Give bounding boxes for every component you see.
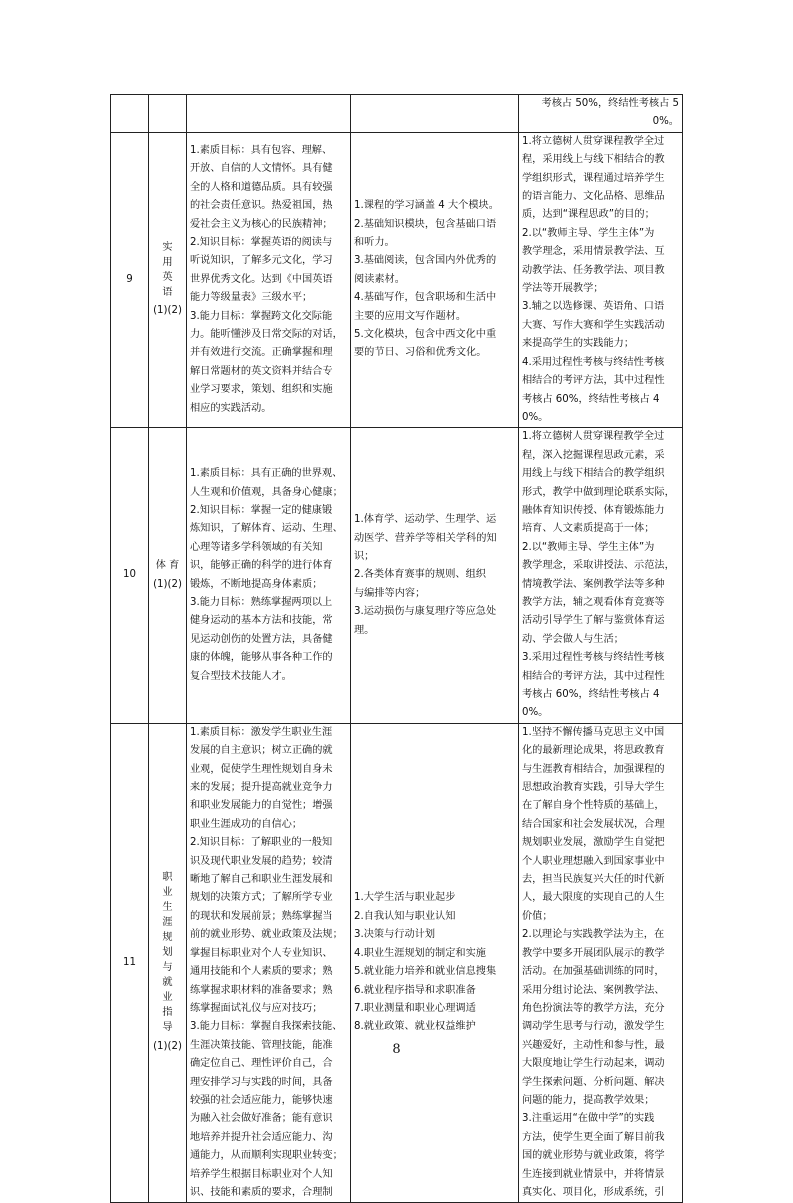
- text-line: 1.坚持不懈传播马克思主义中国: [522, 726, 665, 738]
- text-line: 爱社会主义为核心的民族精神；: [190, 218, 333, 230]
- text-line: 为融入社会做好准备；能有意识: [190, 1113, 333, 1125]
- text-line: 识；: [354, 550, 375, 562]
- text-line: 学组织形式，课程通过培养学生: [522, 172, 665, 184]
- text-line: 思想政治教育实践，引导大学生: [522, 782, 665, 794]
- text-line: 生连接到就业情景中，并将情景: [522, 1168, 665, 1180]
- text-line: 人，最大限度的实现自己的人生: [522, 892, 665, 904]
- text-line: 真实化、项目化，形成系统，引: [522, 1186, 665, 1198]
- course-code: (1)(2): [153, 578, 182, 590]
- cell-method: 考核占 50%，终结性考核占 50%。: [519, 95, 683, 133]
- text-line: 3.基础阅读，包含国内外优秀的: [354, 255, 497, 267]
- text-line: 结合国家和社会发展状况，合理: [522, 818, 665, 830]
- course-number: 9: [111, 132, 149, 428]
- text-line: 理安排学习与实践的时间，具备: [190, 1076, 333, 1088]
- course-number: 10: [111, 428, 149, 724]
- text-line: 识，能够正确的科学的进行体育: [190, 560, 333, 572]
- text-line: 人生观和价值观，具备身心健康；: [190, 486, 343, 498]
- text-line: 并有效进行交流。正确掌握和理: [190, 347, 333, 359]
- text-line: 健身运动的基本方法和技能，常: [190, 615, 333, 627]
- course-name-cell: [149, 723, 187, 1203]
- course-code: (1)(2): [153, 1040, 182, 1052]
- text-line: 规划的决策方式；了解所学专业: [190, 892, 333, 904]
- text-line: 教学理念，采取讲授法、示范法，: [522, 560, 675, 572]
- text-line: 教学理念，采用情景教学法、互: [522, 246, 665, 258]
- course-name: 实 用 英 语: [162, 241, 173, 298]
- text-line: 见运动创伤的处置方法，具备健: [190, 633, 333, 645]
- text-line: 全的人格和道德品质。具有较强: [190, 181, 333, 193]
- page-number: 8: [392, 1042, 401, 1057]
- text-line: 动教学法、任务教学法、项目教: [522, 264, 665, 276]
- text-line: 2.知识目标：了解职业的一般知: [190, 837, 333, 849]
- text-line: 考核占 60%，终结性考核占 40%。: [522, 689, 660, 719]
- text-line: 与生涯教育相结合，加强课程的: [522, 763, 665, 775]
- text-line: 3.注重运用“在做中学”的实践: [522, 1113, 655, 1125]
- course-contents: [351, 723, 519, 1203]
- course-name-cell: [149, 428, 187, 724]
- cell-goal: [187, 95, 351, 133]
- cell-content: [351, 95, 519, 133]
- text-line: 较强的社会适应能力，能够快速: [190, 1094, 333, 1106]
- text-line: 2.基础知识模块，包含基础口语: [354, 218, 497, 230]
- text-line: 教学方法，辅之观看体育竞赛等: [522, 596, 665, 608]
- text-line: 的社会责任意识。热爱祖国，热: [190, 200, 333, 212]
- text-line: 活动。在加强基础训练的同时，: [522, 966, 665, 978]
- text-line: 发展的自主意识；树立正确的就: [190, 745, 333, 757]
- text-line: 业学习要求，策划、组织和实施: [190, 384, 333, 396]
- text-line: 化的最新理论成果，将思政教育: [522, 745, 665, 757]
- cell-name: [149, 95, 187, 133]
- text-line: 相结合的考评方法，其中过程性: [522, 375, 665, 387]
- text-line: 理。: [354, 624, 375, 636]
- cell-no: [111, 95, 149, 133]
- text-line: 兴趣爱好，主动性和参与性，最: [522, 1039, 665, 1051]
- course-methods: [519, 132, 683, 428]
- text-line: 3.决策与行动计划: [354, 929, 436, 941]
- text-line: 炼知识，了解体育、运动、生理、: [190, 523, 343, 535]
- text-line: 1.素质目标：具有包容、理解、: [190, 145, 333, 157]
- course-name: 职 业 生 涯 规 划 与 就 业 指 导: [162, 872, 173, 1034]
- text-line: 康的体魄，能够从事各种工作的: [190, 652, 333, 664]
- text-line: 1.将立德树人贯穿课程教学全过: [522, 431, 665, 443]
- text-line: 学生探索问题、分析问题、解决: [522, 1076, 665, 1088]
- text-line: 3.采用过程性考核与终结性考核: [522, 652, 665, 664]
- text-line: 来的发展；提升提高就业竞争力: [190, 782, 333, 794]
- text-line: 确定位自己、理性评价自己，合: [190, 1058, 333, 1070]
- text-line: 程，采用线上与线下相结合的教: [522, 154, 665, 166]
- text-line: 培育、人文素质提高于一体；: [522, 523, 655, 535]
- text-line: 识及现代职业发展的趋势；较清: [190, 855, 333, 867]
- course-methods: [519, 723, 683, 1203]
- text-line: 地培养并提升社会适应能力、沟: [190, 1131, 333, 1143]
- text-line: 2.知识目标：掌握英语的阅读与: [190, 237, 333, 249]
- text-line: 3.辅之以选修课、英语角、口语: [522, 301, 665, 313]
- text-line: 掌握目标职业对个人专业知识、: [190, 947, 333, 959]
- text-line: 解日常题材的英文资料并结合专: [190, 365, 333, 377]
- course-code: (1)(2): [153, 305, 182, 317]
- text-line: 通用技能和个人素质的要求；熟: [190, 966, 333, 978]
- text-line: 6.就业程序指导和求职准备: [354, 984, 476, 996]
- text-line: 在了解自身个性特质的基础上，: [522, 800, 665, 812]
- text-line: 动医学、营养学等相关学科的知: [354, 532, 497, 544]
- text-line: 练掌握面试礼仪与应对技巧；: [190, 1002, 323, 1014]
- text-line: 晰地了解自己和职业生涯发展和: [190, 874, 333, 886]
- text-line: 通能力，从而顺利实现职业转变；: [190, 1150, 343, 1162]
- text-line: 去，担当民族复兴大任的时代新: [522, 874, 665, 886]
- text-line: 练掌握求职材料的准备要求；熟: [190, 984, 333, 996]
- course-number: 11: [111, 723, 149, 1203]
- text-line: 1.体育学、运动学、生理学、运: [354, 514, 497, 526]
- text-line: 问题的能力，提高教学效果；: [522, 1094, 655, 1106]
- text-line: 阅读素材。: [354, 273, 405, 285]
- text-line: 来提高学生的实践能力；: [522, 338, 635, 350]
- text-line: 7.职业测量和职业心理调适: [354, 1002, 476, 1014]
- text-line: 采用分组讨论法、案例教学法、: [522, 984, 665, 996]
- text-line: 学法等开展教学；: [522, 283, 604, 295]
- text-line: 开放、自信的人文情怀。具有健: [190, 163, 333, 175]
- course-contents: [351, 132, 519, 428]
- text-line: 融体育知识传授、体育锻炼能力: [522, 504, 665, 516]
- text-line: 质，达到“课程思政”的目的；: [522, 209, 655, 221]
- text-line: 相结合的考评方法，其中过程性: [522, 670, 665, 682]
- text-line: 4.基础写作，包含职场和生活中: [354, 292, 497, 304]
- text-line: 情境教学法、案例教学法等多种: [522, 578, 665, 590]
- text-line: 方法，使学生更全面了解目前我: [522, 1131, 665, 1143]
- text-line: 调动学生思考与行动，激发学生: [522, 1021, 665, 1033]
- text-line: 2.以“教师主导、学生主体”为: [522, 541, 655, 553]
- text-line: 锻炼，不断地提高身体素质；: [190, 578, 323, 590]
- text-line: 用线上与线下相结合的教学组织: [522, 468, 665, 480]
- course-goals: [187, 132, 351, 428]
- text-line: 8.就业政策、就业权益维护: [354, 1021, 476, 1033]
- course-contents: [351, 428, 519, 724]
- text-line: 主要的应用文写作题材。: [354, 310, 467, 322]
- table-row-carryover: [111, 95, 683, 133]
- text-line: 国的就业形势与就业政策，将学: [522, 1150, 665, 1162]
- text-line: 相应的实践活动。: [190, 402, 272, 414]
- text-line: 职业生涯成功的自信心；: [190, 818, 303, 830]
- text-line: 1.课程的学习涵盖 4 大个模块。: [354, 200, 499, 212]
- text-line: 考核占 60%，终结性考核占 40%。: [522, 393, 660, 423]
- text-line: 规划职业发展，激励学生自觉把: [522, 837, 665, 849]
- text-line: 2.知识目标：掌握一定的健康锻: [190, 504, 333, 516]
- text-line: 能力等级量表》三级水平；: [190, 292, 313, 304]
- text-line: 心理等诸多学科领域的有关知: [190, 541, 323, 553]
- course-name: 体 育: [155, 560, 180, 572]
- text-line: 3.能力目标：熟练掌握两项以上: [190, 596, 333, 608]
- text-line: 识、技能和素质的要求，合理制: [190, 1186, 333, 1198]
- text-line: 个人职业理想融入到国家事业中: [522, 855, 665, 867]
- text-line: 5.就业能力培养和就业信息搜集: [354, 966, 497, 978]
- text-line: 1.素质目标：具有正确的世界观、: [190, 468, 343, 480]
- text-line: 2.以理论与实践教学法为主，在: [522, 929, 665, 941]
- text-line: 3.运动损伤与康复理疗等应急处: [354, 606, 497, 618]
- text-line: 3.能力目标：掌握自我探索技能、: [190, 1021, 343, 1033]
- course-goals: [187, 723, 351, 1203]
- table-row: [111, 132, 683, 428]
- text-line: 生涯决策技能、管理技能，能准: [190, 1039, 333, 1051]
- text-line: 培养学生根据目标职业对个人知: [190, 1168, 333, 1180]
- course-methods: [519, 428, 683, 724]
- text-line: 2.各类体育赛事的规则、组织: [354, 569, 486, 581]
- text-line: 角色扮演法等的教学方法，充分: [522, 1002, 665, 1014]
- text-line: 大限度地让学生行动起来，调动: [522, 1058, 665, 1070]
- text-line: 5.文化模块，包含中西文化中重: [354, 329, 497, 341]
- text-line: 听说知识，了解多元文化，学习: [190, 255, 333, 267]
- text-line: 3.能力目标：掌握跨文化交际能: [190, 310, 333, 322]
- text-line: 4.采用过程性考核与终结性考核: [522, 356, 665, 368]
- course-name-cell: [149, 132, 187, 428]
- table-row: [111, 723, 683, 1203]
- text-line: 2.以“教师主导、学生主体”为: [522, 227, 655, 239]
- text-line: 价值；: [522, 910, 553, 922]
- text-line: 教学中要多开展团队展示的教学: [522, 947, 665, 959]
- text-line: 的现状和发展前景；熟练掌握当: [190, 910, 333, 922]
- text-line: 形式，教学中做到理论联系实际，: [522, 486, 675, 498]
- text-line: 2.自我认知与职业认知: [354, 910, 456, 922]
- text-line: 业观，促使学生理性规划自身未: [190, 763, 333, 775]
- course-table: [110, 94, 683, 1203]
- text-line: 复合型技术技能人才。: [190, 670, 292, 682]
- text-line: 和听力。: [354, 237, 395, 249]
- text-line: 动、学会做人与生活；: [522, 633, 624, 645]
- text-line: 和职业发展能力的自觉性；增强: [190, 800, 333, 812]
- text-line: 1.将立德树人贯穿课程教学全过: [522, 135, 665, 147]
- text-line: 4.职业生涯规划的制定和实施: [354, 947, 486, 959]
- text-line: 1.大学生活与职业起步: [354, 892, 456, 904]
- text-line: 要的节日、习俗和优秀文化。: [354, 347, 487, 359]
- text-line: 与编排等内容；: [354, 587, 426, 599]
- text-line: 世界优秀文化。达到《中国英语: [190, 273, 333, 285]
- text-line: 的语言能力、文化品格、思维品: [522, 191, 665, 203]
- text-line: 力。能听懂涉及日常交际的对话，: [190, 329, 343, 341]
- table-row: [111, 428, 683, 724]
- text-line: 程，深入挖掘课程思政元素，采: [522, 449, 665, 461]
- text-line: 前的就业形势、就业政策及法规；: [190, 929, 343, 941]
- text-line: 大赛、写作大赛和学生实践活动: [522, 319, 665, 331]
- text-line: 1.素质目标：激发学生职业生涯: [190, 726, 333, 738]
- course-goals: [187, 428, 351, 724]
- text-line: 活动引导学生了解与鉴赏体育运: [522, 615, 665, 627]
